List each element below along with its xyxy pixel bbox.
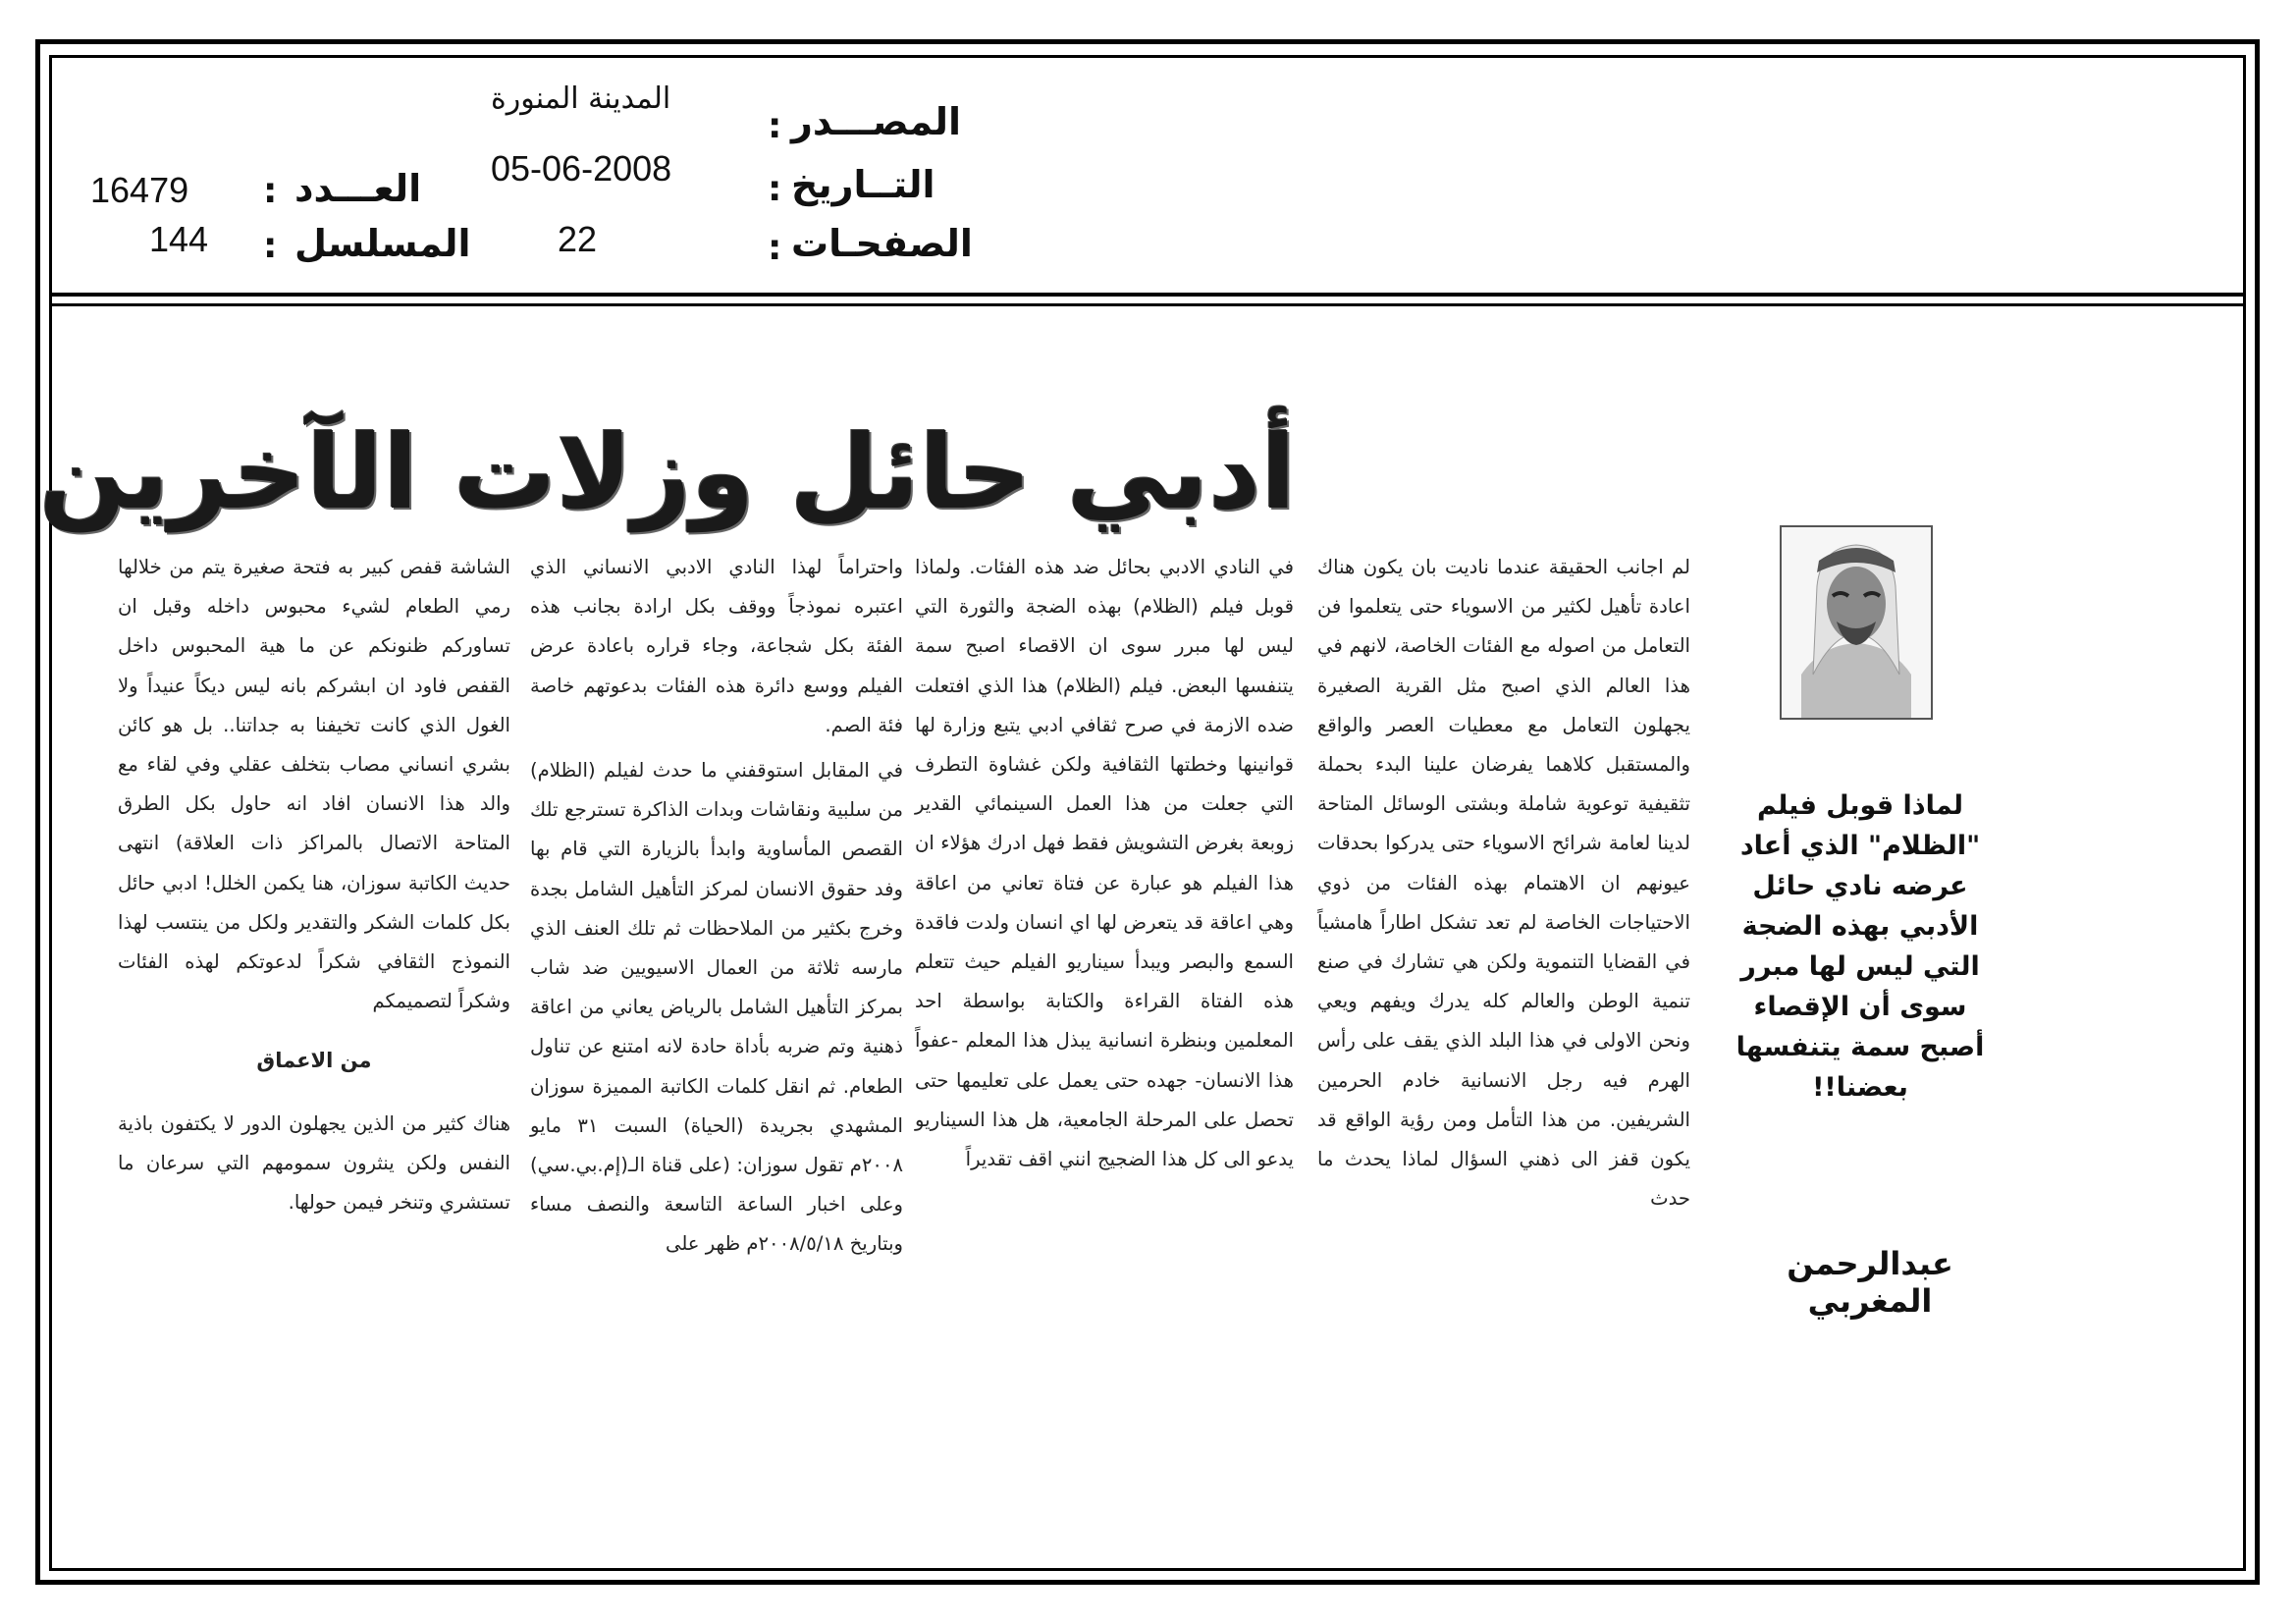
article-column-1	[1317, 548, 1690, 1218]
pages-colon: :	[768, 228, 782, 268]
column-2-text: في النادي الادبي بحائل ضد هذه الفئات. ولماذا قوبل فيلم (الظلام) بهذه الضجة والثورة التي ليس لها مبرر سوى ان الاقصاء اصبح سمة يتنفسها البعض. فيلم (الظلام) هذا الذي افتعلت ضده الازمة في صرح ثقافي ادبي يتبع وزارة لها قوانينها وخطتها الثقافية ولكن غشاوة التطرف التي جعلت من هذا العمل السينمائي القدير زوبعة بغرض التشويش فقط فهل ادرك هؤلاء ان هذا الفيلم هو عبارة عن فتاة تعاني من اعاقة وهي اعاقة قد يتعرض لها اي انسان ولدت فاقدة السمع والبصر ويبدأ سيناريو الفيلم حيث تتعلم هذه الفتاة القراءة والكتابة بواسطة احد المعلمين وبنظرة انسانية يبذل هذا المعلم -عفواً هذا الانسان- جهده حتى يعمل على تعليمها حتى تحصل على المرحلة الجامعية، هل هذا السيناريو يدعو الى كل هذا الضجيج انني اقف تقديراً	[915, 556, 1294, 1171]
author-name: عبدالرحمن المغربي	[1787, 1245, 1953, 1320]
column-4-paragraph-1: الشاشة قفص كبير به فتحة صغيرة يتم من خلالها رمي الطعام لشيء محبوس داخله وقبل ان تساوركم ظنونكم عن ما هية المحبوس داخل القفص فاود ان ابشركم بانه ليس ديكاً عنيداً ولا الغول الذي كانت تخيفنا به جداتنا.. بل هو كائن بشري انساني مصاب بتخلف عقلي وفي لقاء مع والد هذا الانسان افاد انه حاول بكل الطرق المتاحة الاتصال بالمراكز ذات العلاقة) انتهى حديث الكاتبة سوزان، هنا يكمن الخلل! ادبي حائل بكل كلمات الشكر والتقدير ولكل من ينتسب لهذا النموذج الثقافي شكراً لدعوتكم لهذه الفئات وشكراً لتصميمكم	[118, 556, 510, 1013]
issue-colon: :	[263, 171, 278, 211]
column-3-paragraph-2: في المقابل استوقفني ما حدث لفيلم (الظلام) من سلبية ونقاشات وبدات الذاكرة تسترجع تلك القصص المأساوية وابدأ بالزيارة التي قام بها وفد حقوق الانسان لمركز التأهيل الشامل بجدة وخرج بكثير من الملاحظات ثم تلك العنف الذي مارسه ثلاثة من العمال الاسيويين ضد شاب بمركز التأهيل الشامل بالرياض يعاني من اعاقة ذهنية وتم ضربه بأداة حادة لانه امتنع عن تناول الطعام. ثم انقل كلمات الكاتبة المميزة سوزان المشهدي بجريدة (الحياة) السبت ٣١ مايو ٢٠٠٨م تقول سوزان: (على قناة الـ(إم.بي.سي) وعلى اخبار الساعة التاسعة والنصف مساء وبتاريخ ٢٠٠٨/٥/١٨م ظهر على	[530, 759, 903, 1256]
author-photo	[1780, 525, 1933, 720]
serial-value: 144	[149, 219, 209, 259]
serial-label: المسلسل	[294, 222, 471, 265]
column-1-text: لم اجانب الحقيقة عندما ناديت بان يكون هناك اعادة تأهيل لكثير من الاسوياء حتى يتعلموا فن التعامل من اصوله مع الفئات الخاصة، لانهم في هذا العالم الذي اصبح مثل القرية الصغيرة يجهلون التعامل مع معطيات العصر والواقع والمستقبل كلاهما يفرضان علينا البدء بحملة تثقيفية توعوية شاملة وبشتى الوسائل المتاحة لدينا لعامة شرائح الاسوياء حتى يدركوا بحدقات عيونهم ان الاهتمام بهذه الفئات من ذوي الاحتياجات الخاصة لم تعد تشكل اطاراً هامشياً في القضايا التنموية ولكن هي تشارك في صنع تنمية الوطن والعالم كله يدرك ويفهم ويعي ونحن الاولى في هذا البلد الذي يقف على رأس الهرم فيه رجل الانسانية خادم الحرمين الشريفين. من هذا التأمل ومن رؤية الواقع قد يكون قفز الى ذهني السؤال لماذا يحدث ما حدث	[1317, 556, 1690, 1211]
column-4-paragraph-2: هناك كثير من الذين يجهلون الدور لا يكتفون باذية النفس ولكن ينثرون سمومهم التي سرعان ما تستشري وتنخر فيمن حولها.	[118, 1111, 510, 1215]
serial-colon: :	[263, 226, 278, 266]
source-colon: :	[768, 106, 782, 146]
header-divider	[49, 293, 2246, 306]
issue-label: العـــدد	[294, 167, 422, 210]
source-label: المصـــدر	[791, 100, 962, 143]
column-4-subheading: من الاعماق	[256, 1049, 372, 1073]
pull-quote: لماذا قوبل فيلم "الظلام" الذي أعاد عرضه نادي حائل الأدبي بهذه الضجة التي ليس لها مبرر سوى أن الإقصاء أصبح سمة يتنفسها بعضنا!!	[1735, 790, 1985, 1103]
pages-value: 22	[558, 219, 598, 259]
issue-value: 16479	[90, 170, 189, 210]
date-label: التــاريخ	[791, 163, 935, 206]
date-value: 05-06-2008	[491, 148, 672, 189]
source-value: المدينة المنورة	[491, 81, 671, 116]
date-colon: :	[768, 169, 782, 209]
article-headline: أدبي حائل وزلات الآخرين	[38, 412, 1296, 532]
article-column-2	[915, 548, 1294, 1179]
article-column-4	[118, 548, 510, 1222]
column-3-paragraph-1: واحتراماً لهذا النادي الادبي الانساني الذي اعتبره نموذجاً ووقف بكل ارادة بجانب هذه الفئة بكل شجاعة، وجاء قراره باعادة عرض الفيلم ووسع دائرة هذه الفئات بدعوتهم خاصة فئة الصم.	[530, 556, 903, 736]
author-portrait-icon	[1782, 527, 1931, 718]
pages-label: الصفحـات	[791, 222, 973, 265]
article-column-3	[530, 548, 903, 1265]
